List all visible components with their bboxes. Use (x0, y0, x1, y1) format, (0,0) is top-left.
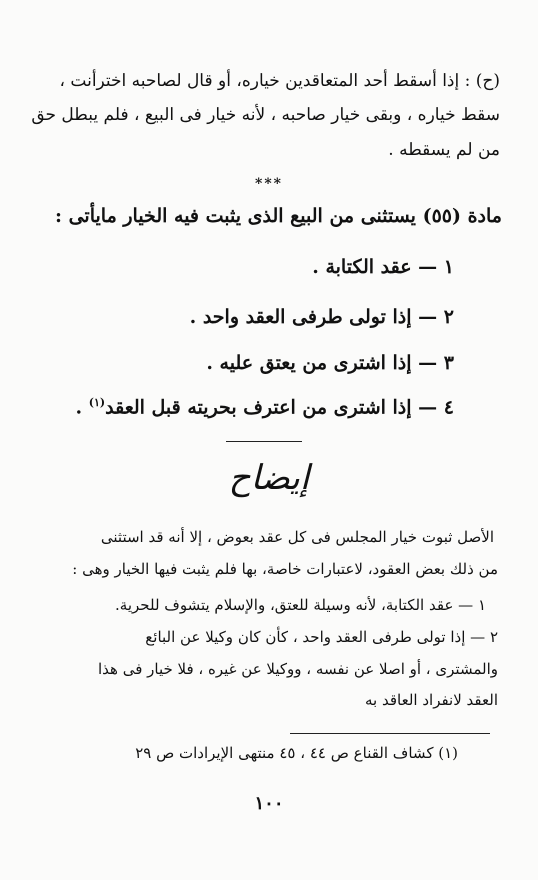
title-separator (226, 441, 302, 442)
explanation-line-5: والمشترى ، أو اصلا عن نفسه ، ووكيلا عن غيره ، فلا خيار فى هذا (97, 660, 498, 678)
article-item-1: ١ — عقد الكتابة . (312, 256, 454, 278)
section1-line-3: من لم يسقطه . (388, 140, 500, 160)
explanation-line-1: الأصل ثبوت خيار المجلس فى كل عقد بعوض ، إلا أنه قد استثنى (100, 528, 494, 546)
footnote-marker: (١) (88, 396, 106, 409)
article-item-4-end: . (75, 396, 89, 419)
article-intro: مادة (٥٥) يستثنى من البيع الذى يثبت فيه الخيار مايأتى : (54, 205, 502, 227)
explanation-line-2: من ذلك بعض العقود، لاعتبارات خاصة، بها فلم يثبت فيها الخيار وهى : (72, 560, 498, 578)
explanation-line-4: ٢ — إذا تولى طرفى العقد واحد ، كأن كان وكيلا عن البائع (145, 628, 498, 646)
footnote-separator (290, 733, 490, 734)
explanation-line-3: ١ — عقد الكتابة، لأنه وسيلة للعتق، والإسلام يتشوف للحرية. (115, 596, 486, 614)
footnote-text: (١) كشاف القناع ص ٤٤ ، ٤٥ منتهى الإيرادات ص ٢٩ (135, 744, 458, 762)
article-item-4 (76, 396, 454, 418)
explanation-line-6: العقد لانفراد العاقد به (365, 691, 498, 709)
article-item-4-text: ٤ — إذا اشترى من اعترف بحريته قبل العقد (105, 396, 454, 419)
page-number: ١٠٠ (254, 793, 284, 814)
section1-line-2: سقط خياره ، وبقى خيار صاحبه ، لأنه خيار فى البيع ، فلم يبطل حق (31, 105, 500, 125)
explanation-title: إيضاح (228, 458, 310, 498)
article-item-3: ٣ — إذا اشترى من يعتق عليه . (206, 352, 454, 374)
divider-stars: *** (255, 176, 283, 192)
article-item-2: ٢ — إذا تولى طرفى العقد واحد . (189, 306, 454, 328)
section1-line-1: (ح) : إذا أسقط أحد المتعاقدين خياره، أو قال لصاحبه اخترأنت ، (59, 71, 500, 91)
